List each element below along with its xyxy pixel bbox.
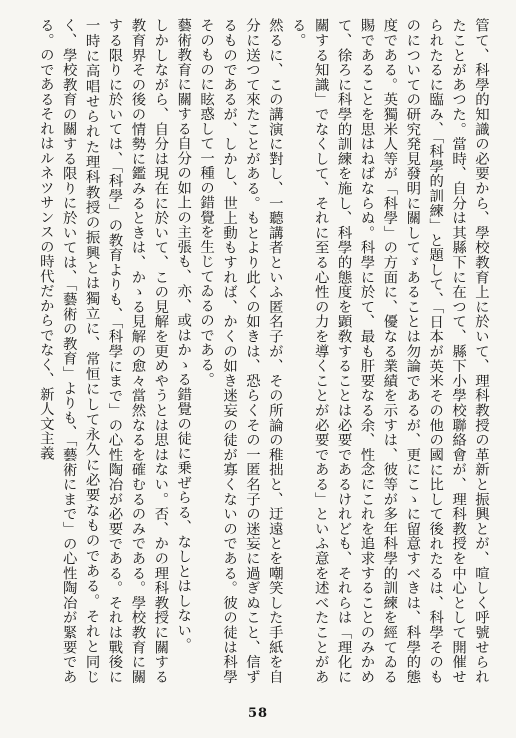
body-text (30, 18, 492, 684)
paragraph-4: しかしながら、自分は現在に於いて、この見解を更めやうとは思はない。否、かの理科教授に關する教育界その後の情勢に鑑みるときは、かゝる見解の愈々當然なるを確むるのみである。學校教育に關する限りに於いては、「科學」の教育よりも、「科學にまで」の心性陶冶が必要である。それは戰後に一時に高唱せられた理科教授の振興とは獨立に、常恒にして永久に必要なものである。それと同じく、學校教育の關する限りに於いては、「藝術の教育」よりも、「藝術にまで」の心性陶冶が緊要である。のであるそれはルネツサンスの時代だからでなく、新人文主義 (37, 18, 169, 684)
paragraph-1: 管て、科學的知識の必要から、學校教育上に於いて、理科教授の革新と振興とが、喧しく呼號せられたことがあつた。當時、自分は其縣下に在つて、縣下小學校聯絡會が、理科教授を中心として開催せられたるに臨み、「科學的訓練」と題して、「日本が英米その他の國に比して後れたるは、科學そのものについての研究発見發明に關してゞあることは勿論であるが、更にこゝに留意すべきは、科學的態度である。英獨米人等が「科學」の方面に、優なる業績を示すは、彼等が多年科學的訓練を經てゐる賜であることを思はねばならぬ。科學に於て、最も肝要なる余、性念にこれを追求することのみかめて、徐ろに科學的訓練を施し、科學的態度を顕敎することは必要であるけれども、それらは「理化に關する知識」でなくして、それに至る心性の力を導くことが必要である」といふ意を述べたことがある。 (289, 18, 489, 684)
paragraph-3: 藝術教育に關する自分の如上の主張も、亦、或はかゝる錯覺の徒に乗ぜらる、なしとはしない。 (175, 18, 192, 653)
page-number: 58 (247, 706, 269, 721)
paragraph-2: 然るに、この講演に對し、一聽講者といふ匿名子が、その所論の稚拙と、迂遠とを嘲笑した手紙を自分に送つて來たことがある。もとより此くの如きは、恐らくその一匿名子の迷妄に過ぎぬこと、信ずるものであるが、しかし、世上動もすれば、かくの如き迷妄の徒が寡くないのである。彼の徒は科學そのものに眩惑して一種の錯覺を生じてゐるのである。 (198, 18, 283, 684)
